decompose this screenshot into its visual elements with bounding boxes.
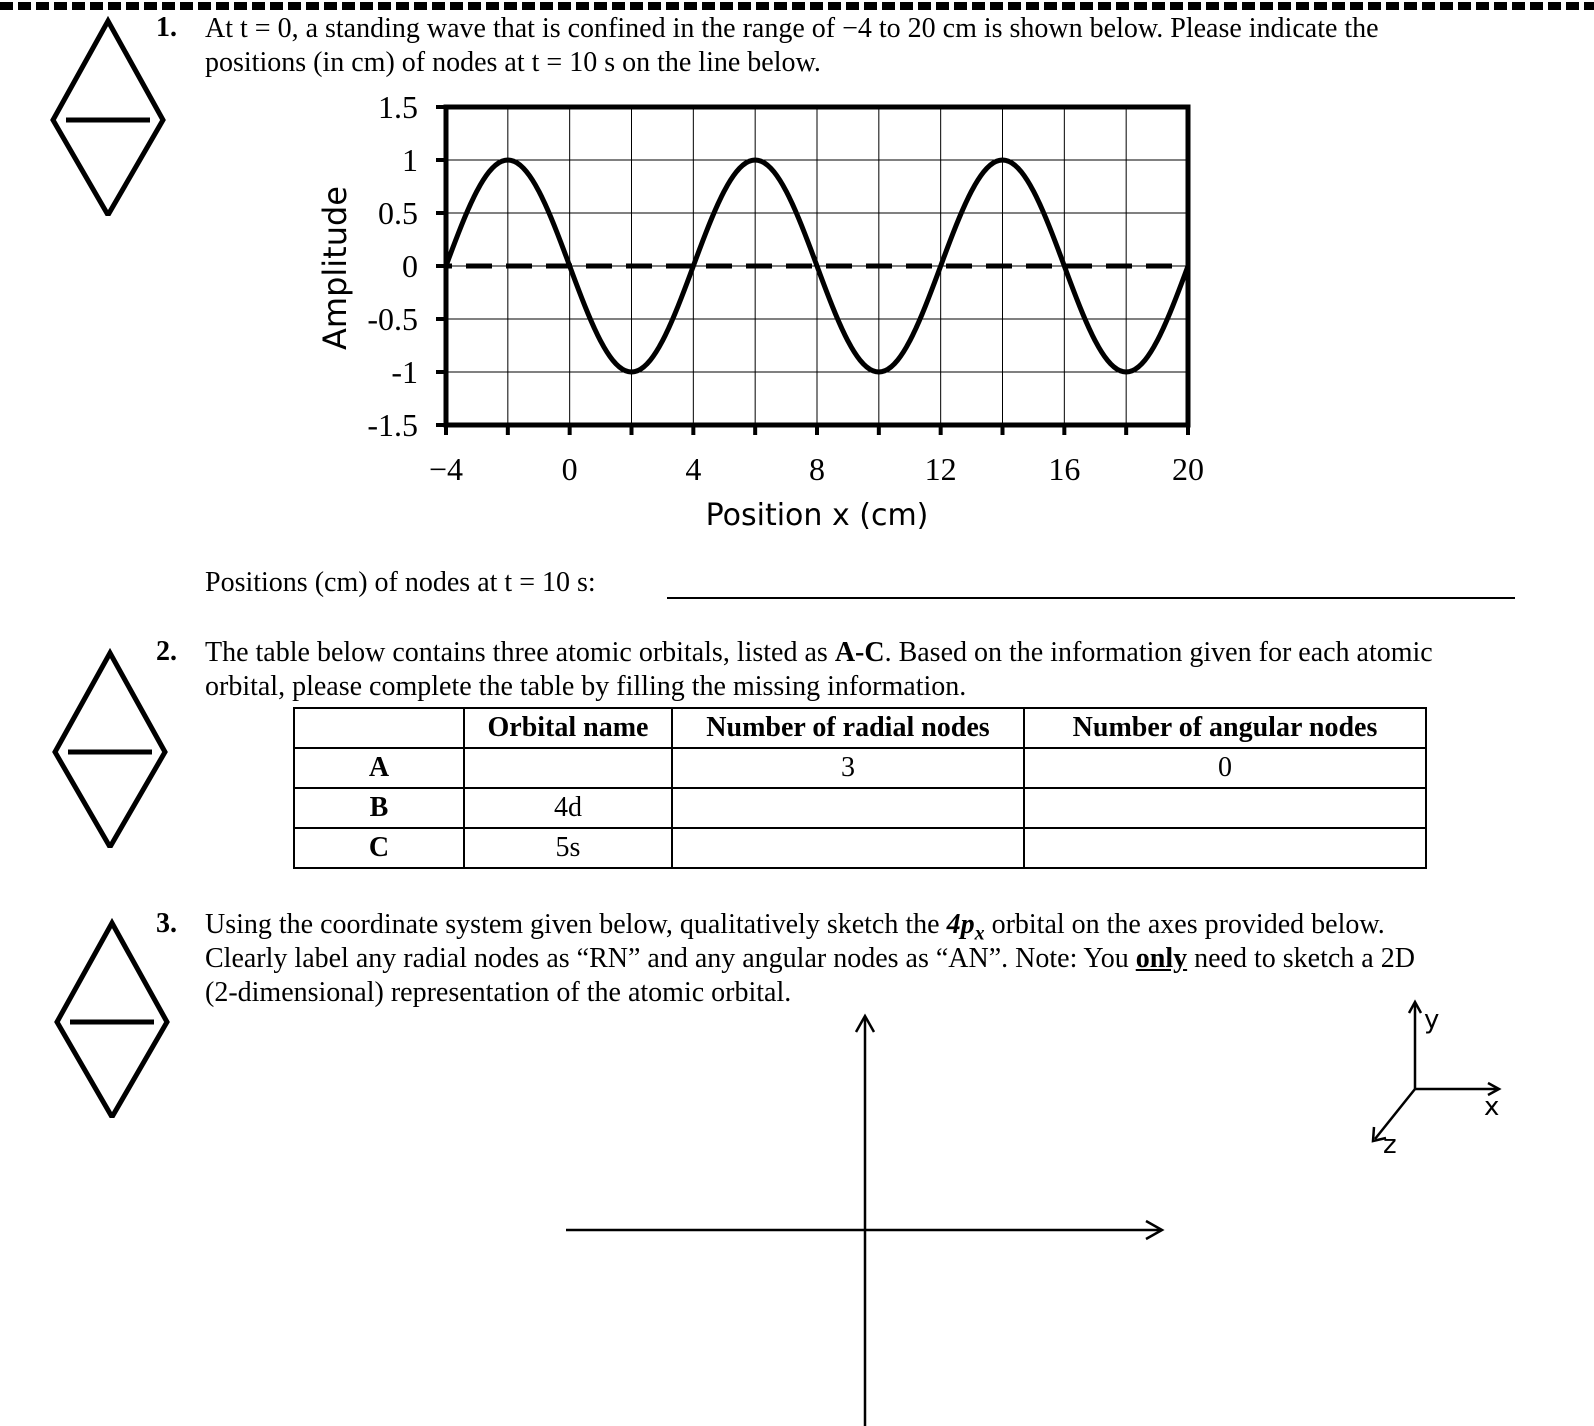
score-diamond-q2	[50, 648, 170, 848]
orbital-table	[293, 707, 1427, 869]
coord-label-z: z	[1383, 1130, 1397, 1160]
sketch-axes[interactable]	[560, 1010, 1180, 1426]
q3-text-line3: (2-dimensional) representation of the atomic orbital.	[205, 977, 792, 1008]
q2-number: 2.	[156, 636, 177, 667]
y-tick-label: -1	[391, 354, 418, 390]
cell-b-orbital-name: 4d	[464, 788, 672, 828]
x-tick-label: −4	[428, 451, 464, 487]
x-tick-label: 20	[1172, 451, 1204, 487]
cell-a-angular-nodes: 0	[1024, 748, 1426, 788]
q3-text-line1: Using the coordinate system given below, qualitatively sketch the $4p_x$ orbital on the axes provided below.	[205, 909, 1385, 945]
cell-a-orbital-name[interactable]	[464, 748, 672, 788]
x-tick-label: 12	[924, 451, 957, 487]
table-header-radial-nodes: Number of radial nodes	[672, 708, 1024, 748]
y-tick-label: 1	[402, 142, 418, 178]
y-tick-label: 1.5	[378, 89, 418, 125]
cell-b-radial-nodes[interactable]	[672, 788, 1024, 828]
chart-axes	[436, 107, 1188, 435]
cell-b-angular-nodes[interactable]	[1024, 788, 1426, 828]
row-label-a: A	[294, 748, 464, 788]
cell-c-orbital-name: 5s	[464, 828, 672, 868]
x-axis-title: Position x (cm)	[705, 498, 929, 533]
table-header-orbital-name: Orbital name	[464, 708, 672, 748]
table-row	[294, 748, 1426, 788]
table-header-angular-nodes: Number of angular nodes	[1024, 708, 1426, 748]
row-label-b: B	[294, 788, 464, 828]
coord-label-y: y	[1424, 1005, 1440, 1035]
row-label-c: C	[294, 828, 464, 868]
table-row	[294, 788, 1426, 828]
x-tick-label: 4	[685, 451, 702, 487]
q1-number: 1.	[156, 12, 177, 43]
orbital-4px: $4p_x$	[946, 909, 985, 945]
table-header-blank	[294, 708, 464, 748]
q2-text-line1: The table below contains three atomic orbitals, listed as A-C. Based on the information given for each atomic	[205, 637, 1433, 668]
top-dashed-border	[0, 0, 1594, 12]
q2-text-line2: orbital, please complete the table by filling the missing information.	[205, 671, 967, 702]
y-axis-title: Amplitude	[316, 186, 354, 350]
score-diamond-q3	[52, 918, 172, 1118]
q1-text-line2: positions (in cm) of nodes at t = 10 s on the line below.	[205, 47, 821, 78]
y-tick-label: -1.5	[367, 407, 418, 443]
q3-number: 3.	[156, 908, 177, 939]
cell-a-radial-nodes: 3	[672, 748, 1024, 788]
x-tick-label: 16	[1048, 451, 1081, 487]
table-header-row	[294, 708, 1426, 748]
y-tick-label: 0.5	[378, 195, 418, 231]
x-tick-label: 0	[561, 451, 578, 487]
chart-labels	[316, 89, 1204, 533]
cell-c-radial-nodes[interactable]	[672, 828, 1024, 868]
coord-label-x: x	[1484, 1092, 1500, 1122]
y-tick-label: 0	[402, 248, 418, 284]
q3-text-line2: Clearly label any radial nodes as “RN” and any angular nodes as “AN”. Note: You only need to sketch a 2D	[205, 943, 1415, 974]
standing-wave-chart	[300, 85, 1260, 545]
y-tick-label: -0.5	[367, 301, 418, 337]
table-row	[294, 828, 1426, 868]
q1-answer-line[interactable]	[667, 597, 1515, 599]
q1-answer-prompt: Positions (cm) of nodes at t = 10 s:	[205, 567, 596, 598]
cell-c-angular-nodes[interactable]	[1024, 828, 1426, 868]
x-tick-label: 8	[809, 451, 825, 487]
q1-text-line1: At t = 0, a standing wave that is confined in the range of −4 to 20 cm is shown below. Please indicate the	[205, 13, 1379, 44]
score-diamond-q1	[48, 16, 168, 216]
